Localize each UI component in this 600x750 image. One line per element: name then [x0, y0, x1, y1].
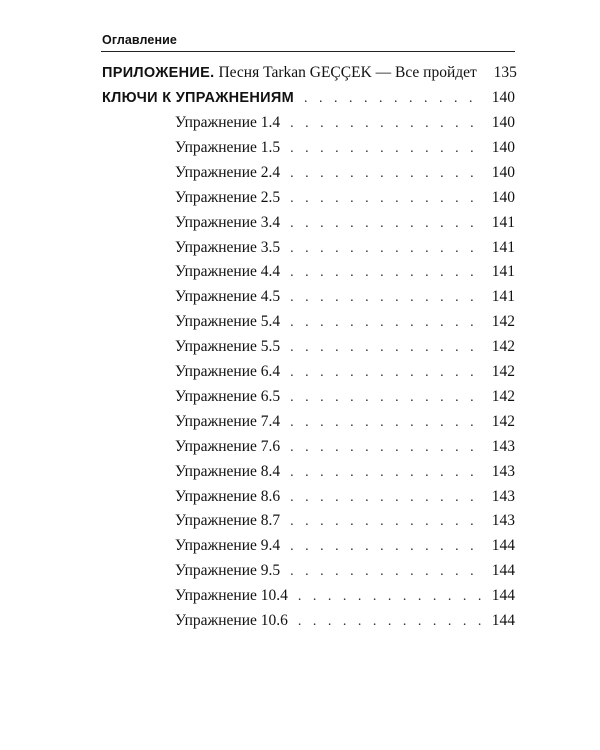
toc-subentry-label: Упражнение 8.6: [175, 487, 281, 505]
dot-leader: [290, 440, 485, 456]
toc-subentry-label: Упражнение 6.5: [175, 387, 281, 405]
dot-leader: [290, 365, 485, 381]
toc-subentry-label: Упражнение 3.4: [175, 213, 281, 231]
toc-subentry[interactable]: [175, 512, 515, 534]
toc-subentry-label: Упражнение 9.4: [175, 537, 281, 555]
toc-page-number: 144: [491, 587, 515, 605]
toc-subentry-label: Упражнение 8.7: [175, 512, 281, 530]
toc-subentry[interactable]: [175, 363, 515, 385]
toc-subentry[interactable]: [175, 587, 515, 609]
toc-page-number: 141: [491, 263, 515, 281]
toc-page-number: 144: [491, 612, 515, 629]
toc-subentry[interactable]: [175, 488, 515, 510]
dot-leader: [290, 390, 485, 406]
toc-subentry[interactable]: [175, 463, 515, 485]
dot-leader: [290, 241, 485, 257]
toc-subentry-label: Упражнение 3.5: [175, 238, 281, 256]
toc-subentry[interactable]: [175, 114, 515, 136]
toc-subentry[interactable]: [175, 388, 515, 410]
dot-leader: [290, 265, 485, 281]
toc-subentry[interactable]: [175, 164, 515, 186]
toc-page-number: 140: [491, 89, 515, 106]
toc-page-number: 141: [491, 213, 515, 231]
toc-entry-appendix[interactable]: [102, 64, 515, 86]
dot-leader: [290, 514, 485, 530]
toc-subentry-label: Упражнение 5.4: [175, 313, 281, 331]
dot-leader: [304, 91, 485, 107]
toc-subentry-label: Упражнение 9.5: [175, 562, 281, 580]
toc-page-number: 141: [491, 288, 515, 306]
toc-subentry-label: Упражнение 2.4: [175, 163, 281, 181]
toc-page-number: 140: [491, 188, 515, 206]
toc-subentry-label: Упражнение 4.4: [175, 263, 281, 281]
dot-leader: [290, 191, 485, 207]
toc-subentry-label: Упражнение 8.4: [175, 462, 281, 480]
toc-subentry[interactable]: [175, 288, 515, 310]
toc-subentry[interactable]: [175, 313, 515, 335]
page-header-title: Оглавление: [102, 33, 177, 47]
toc-page-number: 142: [491, 313, 515, 331]
dot-leader: [298, 589, 485, 605]
toc-page-number: 142: [491, 363, 515, 380]
toc-page-number: 143: [491, 437, 515, 455]
dot-leader: [290, 465, 485, 481]
toc-subentry[interactable]: [175, 139, 515, 161]
toc-subentry-label: Упражнение 7.4: [175, 412, 281, 430]
dot-leader: [290, 415, 485, 431]
toc-page-number: 143: [491, 512, 515, 530]
dot-leader: [290, 166, 485, 182]
dot-leader: [290, 539, 485, 555]
toc-subentry-label: Упражнение 7.6: [175, 437, 281, 455]
toc-page-number: 135: [493, 64, 517, 81]
toc-page-number: 142: [491, 338, 515, 356]
header-rule: [101, 51, 515, 52]
toc-entry-label: Песня Tarkan GEÇÇEK — Все пройдет: [218, 64, 477, 81]
toc-subentry[interactable]: [175, 537, 515, 559]
toc-subentry-label: Упражнение 6.4: [175, 363, 281, 380]
toc-page-number: 144: [491, 562, 515, 580]
dot-leader: [290, 290, 485, 306]
toc-subentry-label: Упражнение 4.5: [175, 288, 281, 306]
dot-leader: [290, 315, 485, 331]
toc-page-number: 140: [491, 163, 515, 181]
toc-subentry[interactable]: [175, 413, 515, 435]
toc-entry-bold-label: КЛЮЧИ К УПРАЖНЕНИЯМ: [102, 90, 294, 106]
dot-leader: [290, 564, 485, 580]
dot-leader: [290, 340, 485, 356]
toc-page-number: 141: [491, 238, 515, 256]
toc-subentry-label: Упражнение 2.5: [175, 188, 281, 206]
dot-leader: [298, 614, 485, 630]
toc-entry-bold-label: ПРИЛОЖЕНИЕ.: [102, 65, 215, 81]
dot-leader: [290, 116, 485, 132]
toc-page-number: 143: [491, 487, 515, 505]
toc-subentry-label: Упражнение 10.6: [175, 612, 288, 629]
toc-page-number: 142: [491, 387, 515, 405]
toc-subentry-label: Упражнение 10.4: [175, 587, 288, 605]
toc-page-number: 144: [491, 537, 515, 555]
toc-subentry[interactable]: [175, 338, 515, 360]
toc-subentry[interactable]: [175, 189, 515, 211]
toc-subentry[interactable]: [175, 562, 515, 584]
toc-page-number: 142: [491, 412, 515, 430]
dot-leader: [290, 141, 485, 157]
toc-page-number: 143: [491, 462, 515, 480]
toc-subentry-label: Упражнение 1.5: [175, 138, 281, 156]
toc-subentry[interactable]: [175, 438, 515, 460]
toc-subentry[interactable]: [175, 214, 515, 236]
toc-subentry[interactable]: [175, 263, 515, 285]
toc-subentry[interactable]: [175, 612, 515, 634]
toc-entry-answer-keys[interactable]: [102, 89, 515, 111]
toc-page-number: 140: [491, 114, 515, 131]
toc-subentry-label: Упражнение 1.4: [175, 114, 281, 131]
toc-subentry-label: Упражнение 5.5: [175, 338, 281, 356]
toc-subentry[interactable]: [175, 239, 515, 261]
toc-page-number: 140: [491, 138, 515, 156]
dot-leader: [290, 490, 485, 506]
dot-leader: [290, 216, 485, 232]
